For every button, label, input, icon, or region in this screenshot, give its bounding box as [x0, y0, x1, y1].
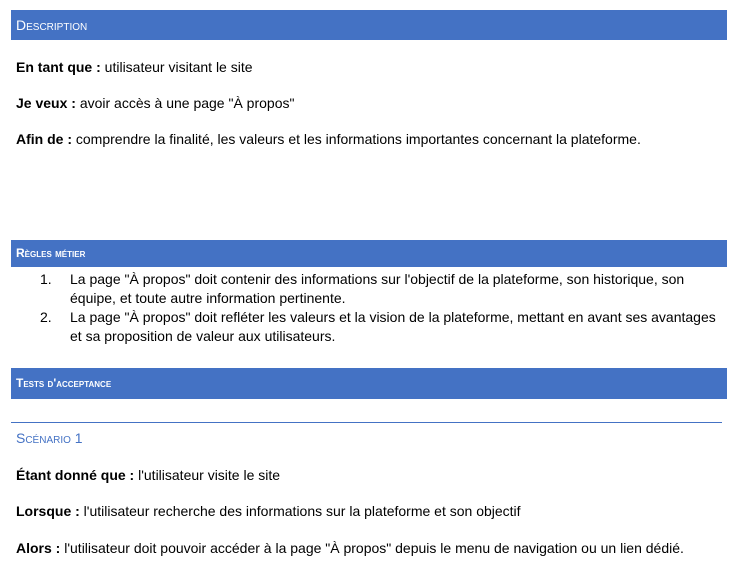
then-label: Alors :: [16, 540, 61, 556]
description-header: [11, 10, 727, 40]
business-rules-title: Règles métier: [16, 246, 86, 260]
list-item-number: 1.: [40, 271, 52, 287]
as-label: En tant que :: [16, 59, 101, 75]
scenario-header: [11, 422, 722, 449]
business-rules-header: [11, 240, 727, 267]
scenario-title: Scénario 1: [16, 430, 83, 446]
given-value: l'utilisateur visite le site: [134, 467, 281, 483]
want-value: avoir accès à une page "À propos": [75, 95, 295, 111]
goal-value: comprendre la finalité, les valeurs et les informations importantes concernant la plateforme.: [72, 131, 641, 147]
acceptance-tests-title: Tests d'acceptance: [16, 376, 112, 390]
description-title: Description: [16, 17, 88, 33]
when-value: l'utilisateur recherche des informations sur la plateforme et son objectif: [79, 503, 521, 519]
list-item: [40, 308, 730, 346]
when-label: Lorsque :: [16, 503, 80, 519]
i-want-line: [16, 95, 294, 111]
given-label: Étant donné que :: [16, 467, 135, 483]
business-rules-list: [40, 270, 730, 346]
when-line: [16, 503, 521, 519]
then-value: l'utilisateur doit pouvoir accéder à la page "À propos" depuis le menu de navigation ou un lien dédié.: [60, 540, 684, 556]
acceptance-tests-header: [11, 368, 727, 399]
want-label: Je veux :: [16, 95, 76, 111]
then-line: [16, 539, 721, 558]
as-value: utilisateur visitant le site: [100, 59, 253, 75]
list-item-number: 2.: [40, 309, 52, 325]
as-a-line: [16, 59, 253, 75]
list-item: [40, 270, 730, 308]
given-line: [16, 467, 280, 483]
list-item-text: La page "À propos" doit refléter les valeurs et la vision de la plateforme, mettant en avant ses avantages et sa proposition de valeur aux utilisateurs.: [70, 309, 716, 344]
so-that-line: [16, 131, 641, 147]
goal-label: Afin de :: [16, 131, 72, 147]
list-item-text: La page "À propos" doit contenir des informations sur l'objectif de la plateforme, son historique, son équipe, et toute autre information pertinente.: [70, 271, 685, 306]
